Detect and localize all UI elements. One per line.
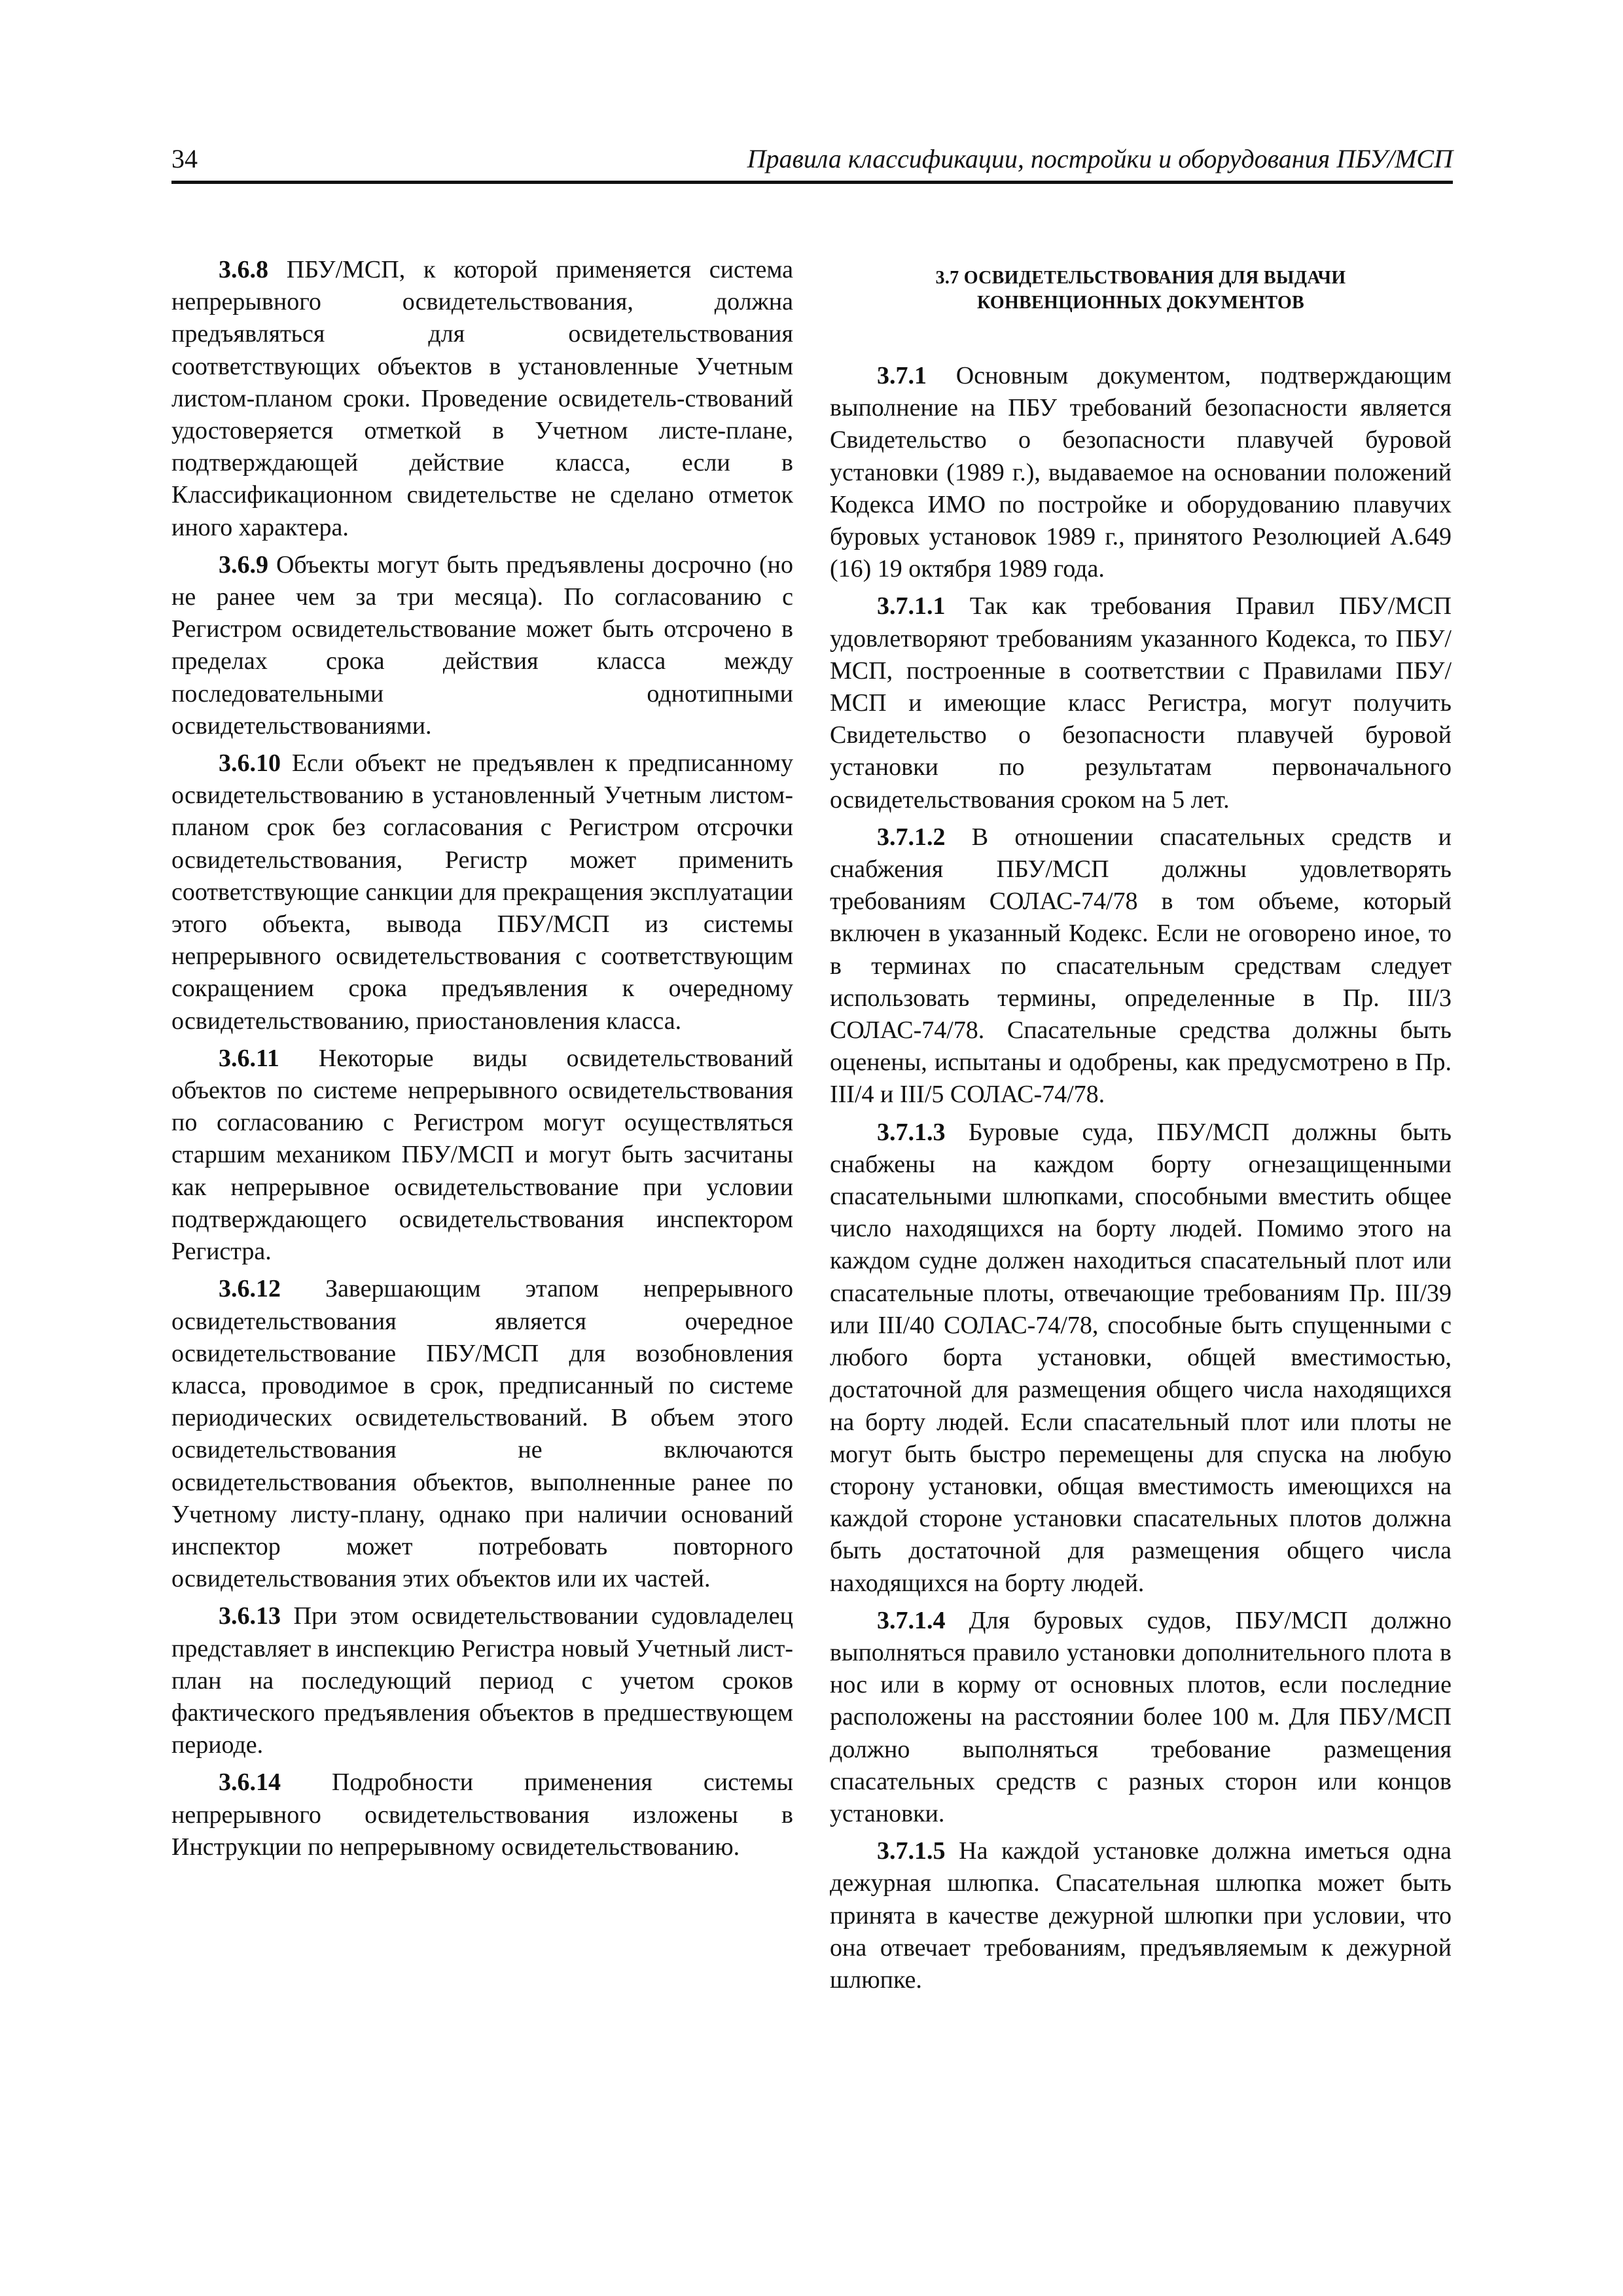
paragraph-number: 3.6.14 [219, 1768, 281, 1797]
paragraph-3-6-9 [171, 549, 793, 742]
paragraph-text: Так как требования Правил ПБУ/МСП удовлетворяют требованиям указанного Кодекса, то ПБУ/МСП, построенные в соответствии с Правилами ПБУ/МСП и имеющие класс Регистра, могут получить Свидетельство о безопасности плавучей буровой установки по результатам первоначального освидетельствования сроком на 5 лет. [830, 592, 1452, 814]
paragraph-3-7-1-4 [830, 1605, 1452, 1830]
section-heading-3-7 [830, 266, 1452, 315]
paragraph-number: 3.7.1.1 [877, 592, 946, 620]
paragraph-text: На каждой установке должна иметься одна дежурная шлюпка. Спасательная шлюпка может быть принята в качестве дежурной шлюпки при условии, что она отвечает требованиям, предъявляемым к дежурной шлюпке. [830, 1837, 1452, 1994]
paragraph-3-6-13 [171, 1600, 793, 1761]
paragraph-number: 3.6.13 [219, 1602, 281, 1630]
paragraph-3-6-11 [171, 1043, 793, 1268]
paragraph-number: 3.6.12 [219, 1275, 281, 1303]
page-number: 34 [171, 144, 198, 173]
paragraph-number: 3.7.1.5 [877, 1837, 946, 1865]
paragraph-text: Завершающим этапом непрерывного освидетельствования является очередное освидетельствование ПБУ/МСП для возобновления класса, проводимое в срок, предписанный по системе периодических освидетельствований. В объем этого освидетельствования не включаются освидетельствования объектов, выполненные ранее по Учетному листу-плану, однако при наличии оснований инспектор может потребовать повторного освидетельствования этих объектов или их частей. [171, 1275, 793, 1593]
paragraph-3-6-12 [171, 1273, 793, 1595]
running-title: Правила классификации, постройки и оборудования ПБУ/МСП [747, 144, 1453, 173]
paragraph-number: 3.7.1 [877, 362, 927, 389]
paragraph-number: 3.6.9 [219, 550, 268, 579]
paragraph-3-7-1-5 [830, 1835, 1452, 1996]
paragraph-text: Основным документом, подтверждающим выполнение на ПБУ требований безопасности является Свидетельство о безопасности плавучей буровой установки (1989 г.), выдаваемое на основании положений Кодекса ИМО по постройке и оборудованию плавучих буровых установок 1989 г., принятого Резолюцией А.649 (16) 19 октября 1989 года. [830, 362, 1452, 583]
paragraph-3-7-1-3 [830, 1117, 1452, 1600]
paragraph-text: В отношении спасательных средств и снабжения ПБУ/МСП должны удовлетворять требованиям СОЛАС-74/78 в том объеме, который включен в указанный Кодекс. Если не оговорено иное, то в терминах по спасательным средствам следует использовать термины, определенные в Пр. III/3 СОЛАС-74/78. Спасательные средства должны быть оценены, испытаны и одобрены, как предусмотрено в Пр. III/4 и III/5 СОЛАС-74/78. [830, 823, 1452, 1109]
page-header [171, 143, 1453, 184]
section-heading-line: КОНВЕНЦИОННЫХ ДОКУМЕНТОВ [976, 293, 1305, 313]
paragraph-text: Для буровых судов, ПБУ/МСП должно выполняться правило установки дополнительного плота в нос или в корму от основных плотов, если последние расположены на расстоянии более 100 м. Для ПБУ/МСП должно выполняться требование размещения спасательных средств с разных сторон или концов установки. [830, 1606, 1452, 1827]
paragraph-number: 3.7.1.2 [877, 823, 946, 851]
section-heading-line: 3.7 ОСВИДЕТЕЛЬСТВОВАНИЯ ДЛЯ ВЫДАЧИ [935, 268, 1346, 288]
paragraph-number: 3.7.1.3 [877, 1118, 946, 1146]
paragraph-number: 3.6.10 [219, 749, 281, 778]
paragraph-3-7-1-1 [830, 590, 1452, 816]
paragraph-text: При этом освидетельствовании судовладелец представляет в инспекцию Регистра новый Учетный лист-план на последующий период с учетом сроков фактического предъявления объектов в предшествующем периоде. [171, 1602, 793, 1759]
paragraph-number: 3.6.8 [219, 256, 268, 283]
paragraph-text: Буровые суда, ПБУ/МСП должны быть снабжены на каждом борту огнезащищенными спасательными шлюпками, способными вместить общее число находящихся на борту людей. Помимо этого на каждом судне должен находиться спасательный плот или спасательные плоты, отвечающие требованиям Пр. III/39 или III/40 СОЛАС-74/78, способные быть спущенными с любого борта установки, общей вместимостью, достаточной для размещения общего числа находящихся на борту людей. Если спасательный плот или плоты не могут быть быстро перемещены для спуска на любую сторону установки, общая вместимость имеющихся на каждой стороне установки спасательных плотов должна быть достаточной для размещения общего числа находящихся на борту людей. [830, 1118, 1452, 1597]
paragraph-3-6-10 [171, 747, 793, 1037]
paragraph-text: Если объект не предъявлен к предписанному освидетельствованию в установленный Учетным листом-планом срок без согласования с Регистром отсрочки освидетельствования, Регистр может применить соответствующие санкции для прекращения эксплуатации этого объекта, вывода ПБУ/МСП из системы непрерывного освидетельствования с соответствующим сокращением срока предъявления к очередному освидетельствованию, приостановления класса. [171, 749, 793, 1035]
paragraph-number: 3.7.1.4 [877, 1606, 946, 1634]
paragraph-number: 3.6.11 [219, 1044, 279, 1072]
paragraph-3-6-8 [171, 254, 793, 544]
left-column [171, 254, 793, 1869]
paragraph-text: Объекты могут быть предъявлены досрочно (но не ранее чем за три месяца). По согласованию с Регистром освидетельствование может быть отсрочено в пределах срока действия класса между последовательными однотипными освидетельствованиями. [171, 550, 793, 740]
paragraph-3-7-1-2 [830, 821, 1452, 1111]
paragraph-text: Некоторые виды освидетельствований объектов по системе непрерывного освидетельствования по согласованию с Регистром могут осуществляться старшим механиком ПБУ/МСП и могут быть засчитаны как непрерывное освидетельствование при условии подтверждающего освидетельствования инспектором Регистра. [171, 1044, 793, 1266]
paragraph-3-7-1 [830, 360, 1452, 585]
paragraph-text: ПБУ/МСП, к которой применяется система непрерывного освидетельствования, должна предъявляться для освидетельствования соответствующих объектов в установленные Учетным листом-планом сроки. Проведение освидетель-ствований удостоверяется отметкой в Учетном листе-плане, подтверждающей действие класса, если в Классификационном свидетельстве не сделано отметок иного характера. [171, 256, 793, 541]
paragraph-text: Подробности применения системы непрерывного освидетельствования изложены в Инструкции по непрерывному освидетельствованию. [171, 1768, 794, 1861]
right-column [830, 254, 1452, 2001]
paragraph-3-6-14 [171, 1767, 793, 1863]
